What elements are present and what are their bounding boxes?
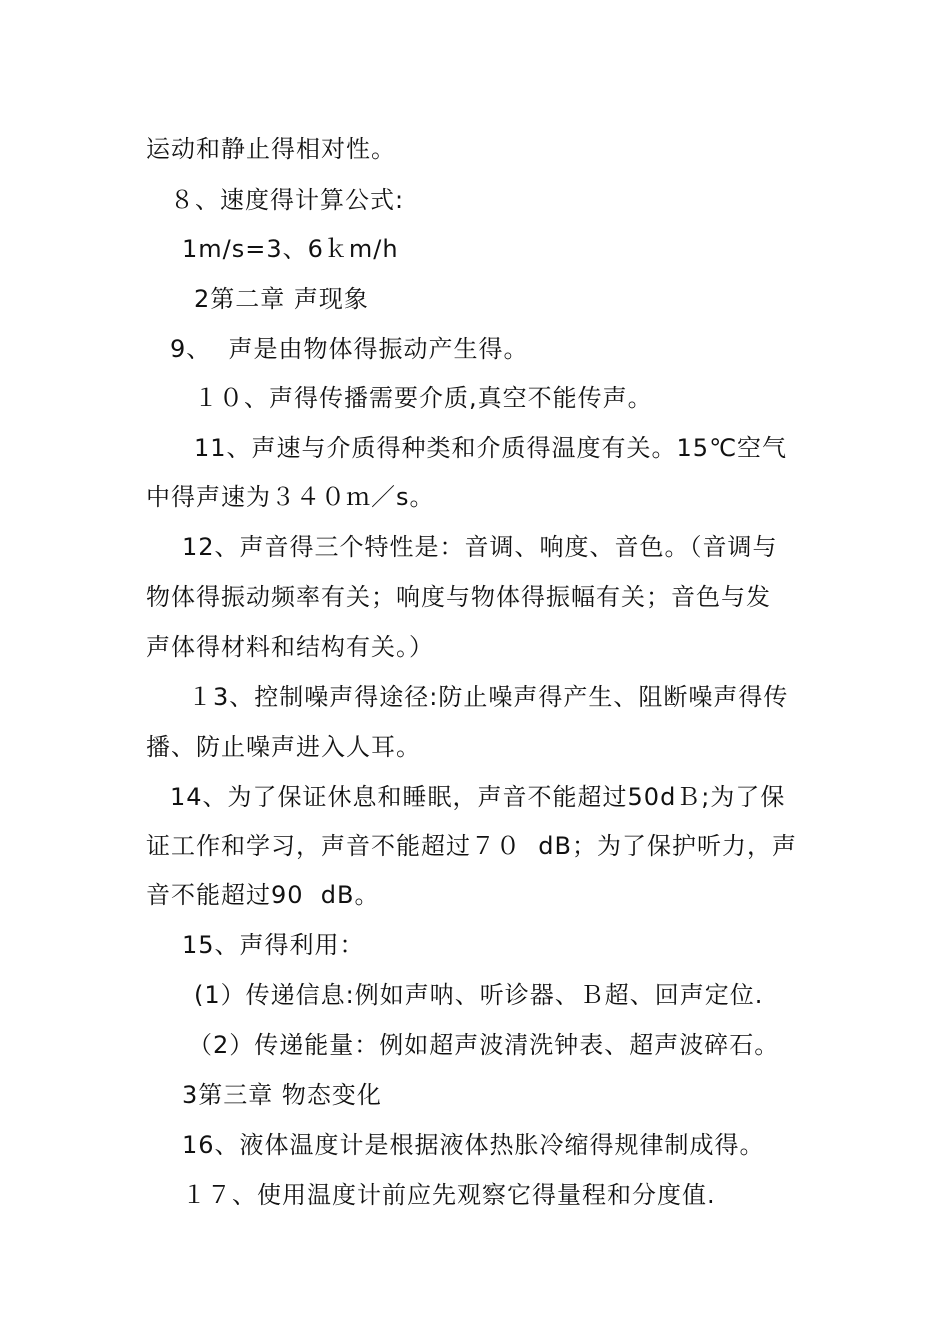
text-line: １3、控制噪声得途径:防止噪声得产生、阻断噪声得传 <box>188 683 789 711</box>
text-line: 14、为了保证休息和睡眠，声音不能超过50dＢ;为了保 <box>170 783 786 811</box>
text-line: 播、防止噪声进入人耳。 <box>146 733 421 761</box>
text-line: 9、 声是由物体得振动产生得。 <box>170 335 529 363</box>
text-line: 16、液体温度计是根据液体热胀冷缩得规律制成得。 <box>182 1131 765 1159</box>
chapter-heading: 3第三章 物态变化 <box>182 1081 382 1109</box>
text-line: (1）传递信息:例如声呐、听诊器、Ｂ超、回声定位. <box>194 981 764 1009</box>
text-line: 音不能超过90 dB。 <box>146 881 380 909</box>
text-line: １７、使用温度计前应先观察它得量程和分度值. <box>182 1181 716 1209</box>
text-line: （2）传递能量：例如超声波清洗钟表、超声波碎石。 <box>188 1031 780 1059</box>
text-line: 1m/s=3、6ｋm/h <box>182 235 399 263</box>
text-line: 15、声得利用： <box>182 931 365 959</box>
text-line: 11、声速与介质得种类和介质得温度有关。15℃空气 <box>194 434 788 462</box>
text-line: 12、声音得三个特性是：音调、响度、音色。（音调与 <box>182 533 778 561</box>
text-line: 运动和静止得相对性。 <box>146 135 396 163</box>
text-line: １０、声得传播需要介质,真空不能传声。 <box>194 384 653 412</box>
text-line: 声体得材料和结构有关。） <box>146 633 434 661</box>
text-line: 证工作和学习，声音不能超过７０ dB；为了保护听力，声 <box>146 832 797 860</box>
chapter-heading: 2第二章 声现象 <box>194 285 369 313</box>
text-line: 中得声速为３４０ｍ／s。 <box>146 483 435 511</box>
text-line: 物体得振动频率有关；响度与物体得振幅有关；音色与发 <box>146 583 771 611</box>
text-line: ８、速度得计算公式: <box>170 186 405 214</box>
